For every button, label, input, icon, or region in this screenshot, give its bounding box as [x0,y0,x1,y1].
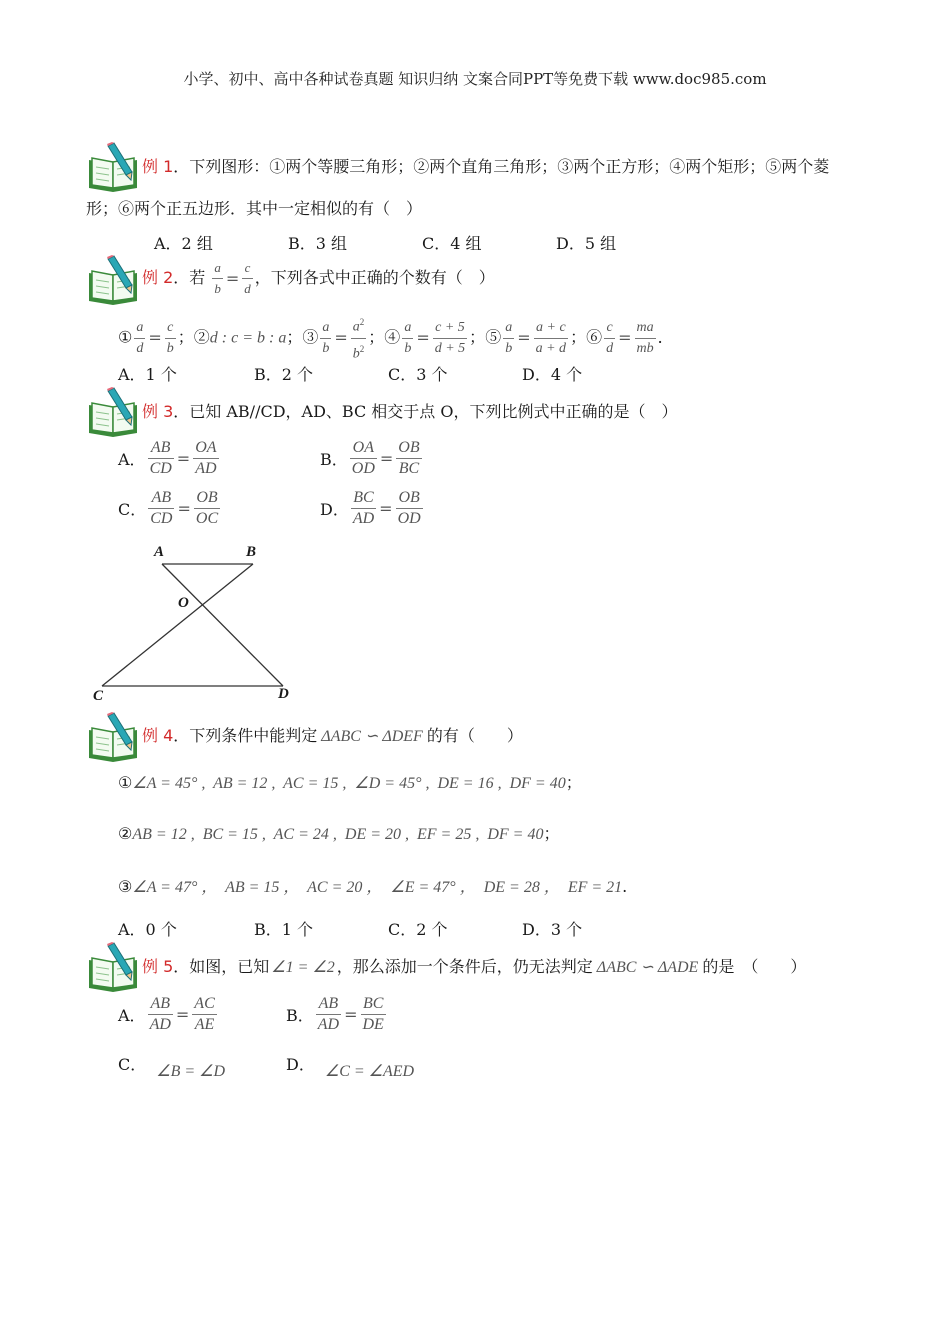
ex3-text: ．已知 AB//CD，AD、BC 相交于点 O，下列比例式中正确的是（ ） [173,402,678,421]
ex3-option-d: D． $\frac{BC}{AD}$ = $\frac{OB}{OD}$ [320,489,421,527]
base: b [352,346,360,362]
frac [351,312,367,364]
denominator: AD [317,1016,340,1033]
numerator: OB [194,488,220,509]
numerator: AB [148,994,173,1015]
separator: ； [368,327,385,347]
option-letter: D． [320,500,349,519]
label-o: O [178,595,189,611]
ex2-items: ① $\frac{a}{d}$ = $\frac{c}{b}$ ；②d : c = b : a；③ $\frac{a}{b}$ = $\frac{a^2}{b^2}$ ；④ $\frac{a}{b}$ = $\frac{c + 5}{d + 5}$ ；⑤ $\frac{a}{b}$ = $\frac{a + c}{a + d}$ ；⑥ $\frac{c}{d}$ = $\frac{ma}{mb}$ ． [118,312,674,364]
option-letter: A． [118,450,146,469]
numerator: BC [351,488,376,509]
denominator [351,339,367,365]
ex2-option-d: D．4 个 [522,365,583,384]
segment-bc [102,564,253,686]
ex5-label: 例 5 [142,957,174,976]
denominator: CD [150,510,173,527]
denominator: b [505,340,513,356]
book-pencil-icon [86,942,140,992]
ex2-label: 例 2 [142,268,174,287]
frac [148,994,173,1035]
denominator: AD [149,1016,171,1033]
ex4-row2 [118,823,560,846]
ex1-label: 例 1 [142,157,174,176]
separator: ； [570,327,587,347]
ex5-option-a: A． $\frac{AB}{AD}$ = $\frac{AC}{AE}$ [118,995,215,1033]
numerator: a [503,318,514,339]
separator: ； [469,327,486,347]
row-mark: ① [118,773,133,792]
frac [192,994,216,1035]
denominator: CD [149,460,172,477]
row-mark: ③ [118,877,133,896]
denominator: OD [351,460,375,477]
label-c: C [93,688,104,704]
row-end: ； [565,773,582,792]
ex5-option-b: B． $\frac{AB}{AD}$ = $\frac{BC}{DE}$ [286,995,384,1033]
numerator [351,312,367,339]
separator: ； [177,327,194,347]
ex2-option-b: B．2 个 [254,365,314,384]
frac [396,438,421,479]
frac [351,488,376,529]
geometry-figure [90,540,300,710]
row-content: ∠A = 47° ， AB = 15 ， AC = 20 ， ∠E = 47° ， DE = 28 ， EF = 21 [132,879,623,896]
ex4-option-d: D．3 个 [522,920,583,939]
ex3-label: 例 3 [142,402,174,421]
ex2-line1: 例 2．若 $\frac{a}{b}$ = $\frac{c}{d}$ ，下列各式中正确的个数有（ ） [142,258,495,299]
ex4-label: 例 4 [142,726,174,745]
option-letter: C． [118,500,147,519]
ex5-option-d [286,1052,415,1080]
denominator: DE [362,1016,384,1033]
ex3-line1 [142,401,678,423]
frac [534,318,568,359]
ex2-cond-frac-right [242,258,253,299]
item-mark: ⑤ [485,327,502,347]
item-mark: ③ [302,327,319,347]
ex4-option-a: A．0 个 [118,920,177,939]
frac [503,318,514,359]
numerator: AC [192,994,216,1015]
row-content: ∠A = 45° , AB = 12 , AC = 15 , ∠D = 45° , DE = 16 , DF = 40 [132,775,566,792]
item-mark: ① [118,327,133,347]
denominator: AE [194,1016,215,1033]
row-end: . [622,877,628,896]
segment-ad [162,564,283,686]
item-mark: ② [193,327,210,347]
numerator: AB [148,438,174,459]
ex3-option-a: A． $\frac{AB}{CD}$ = $\frac{OA}{AD}$ [118,439,217,477]
figure-lines [90,540,300,710]
denominator: BC [398,460,420,477]
item-mark: ⑥ [586,327,603,347]
ex4-option-c: C．2 个 [388,920,448,939]
label-b: B [246,544,257,560]
page-header: 小学、初中、高中各种试卷真题 知识归纳 文案合同PPT等免费下载 www.doc985.com [183,70,767,88]
book-pencil-icon [86,142,140,192]
ex2-option-c: C．3 个 [388,365,448,384]
numerator: a [402,318,413,339]
frac [396,488,423,529]
denominator: b [322,340,330,356]
ex5-pre: ．如图，已知 [173,957,270,976]
exponent: 2 [359,317,365,327]
ex4-row3 [118,876,627,899]
label-a: A [154,544,165,560]
ex5-post: 的是 （ ） [702,957,807,976]
ex4-pre: ．下列条件中能判定 [173,726,318,745]
end-mark: ． [657,327,674,347]
numerator: OB [396,438,421,459]
denominator: OC [195,510,219,527]
denominator: b [166,340,174,356]
row-mark: ② [118,824,133,843]
book-pencil-icon [86,712,140,762]
denominator: d [136,340,144,356]
denominator: b [404,340,412,356]
option-letter: D． [286,1055,315,1074]
row-content: AB = 12 , BC = 15 , AC = 24 , DE = 20 , EF = 25 , DF = 40 [132,826,544,843]
label-d: D [278,686,289,702]
numerator: AB [148,488,174,509]
ex4-row1 [118,772,582,795]
numerator: a [212,258,223,279]
denominator: a + d [535,340,567,356]
ex1-text1: ．下列图形：①两个等腰三角形；②两个直角三角形；③两个正方形；④两个矩形；⑤两个菱 [173,157,830,176]
ex3-option-c: C． $\frac{AB}{CD}$ = $\frac{OB}{OC}$ [118,489,219,527]
denominator: OD [397,510,421,527]
ex4-option-b: B．1 个 [254,920,314,939]
frac [134,318,145,359]
option-math: ∠B = ∠D [156,1063,226,1080]
numerator: BC [361,994,386,1015]
frac [316,994,341,1035]
ex4-post: 的有（ ） [426,726,523,745]
option-letter: C． [118,1055,147,1074]
denominator: d [606,340,614,356]
numerator: a [320,318,331,339]
ex5-line1 [142,956,806,979]
frac [433,318,467,359]
frac [361,994,386,1035]
frac [402,318,413,359]
denominator: AD [195,460,217,477]
denominator: b [214,281,221,296]
frac [320,318,331,359]
denominator: mb [636,340,654,356]
numerator: c [242,258,253,279]
denominator: d + 5 [434,340,466,356]
frac [193,438,218,479]
row-end: ； [543,824,560,843]
numerator: c + 5 [433,318,467,339]
frac [350,438,377,479]
frac [165,318,176,359]
item-mark: ④ [384,327,401,347]
numerator: c [165,318,176,339]
ex1-option-d: D．5 组 [556,234,617,253]
numerator: OA [350,438,377,459]
denominator: d [244,281,251,296]
option-math: ∠C = ∠AED [324,1063,415,1080]
frac [604,318,615,359]
ex5-math1: ∠1 = ∠2 [271,959,335,976]
ex2-post: ，下列各式中正确的个数有（ ） [254,268,495,287]
frac [148,488,174,529]
ratio-expression: d : c = b : a [209,329,287,347]
numerator: c [604,318,615,339]
exponent: 2 [359,343,365,354]
ex1-option-a: A．2 组 [154,234,213,253]
ex1-text2: 形；⑥两个正五边形．其中一定相似的有（ ） [86,199,423,218]
ex1-option-c: C．4 组 [422,234,482,253]
ex3-option-b: B． $\frac{OA}{OD}$ = $\frac{OB}{BC}$ [320,439,420,477]
ex4-line1 [142,725,523,748]
numerator: OB [396,488,423,509]
ex4-math: ΔABC ∽ ΔDEF [321,728,423,745]
ex5-option-c [118,1052,226,1080]
ex5-math2: ΔABC ∽ ΔADE [596,959,699,976]
ex2-option-a: A．1 个 [118,365,177,384]
ex5-mid: ，那么添加一个条件后，仍无法判定 [336,957,593,976]
numerator: ma [635,318,656,339]
book-pencil-icon [86,387,140,437]
ex1-option-b: B．3 组 [288,234,348,253]
option-letter: A． [118,1006,146,1025]
numerator: a [134,318,145,339]
numerator: OA [193,438,218,459]
separator: ； [286,327,303,347]
numerator: AB [316,994,341,1015]
frac [194,488,220,529]
ex1-line1 [142,156,829,178]
ex2-pre: ．若 [173,268,206,287]
base: a [352,319,360,335]
book-pencil-icon [86,255,140,305]
option-letter: B． [320,450,348,469]
option-letter: B． [286,1006,314,1025]
ex2-cond-frac-left [212,258,223,299]
frac [635,318,656,359]
numerator: a + c [534,318,568,339]
frac [148,438,174,479]
denominator: AD [352,510,375,527]
